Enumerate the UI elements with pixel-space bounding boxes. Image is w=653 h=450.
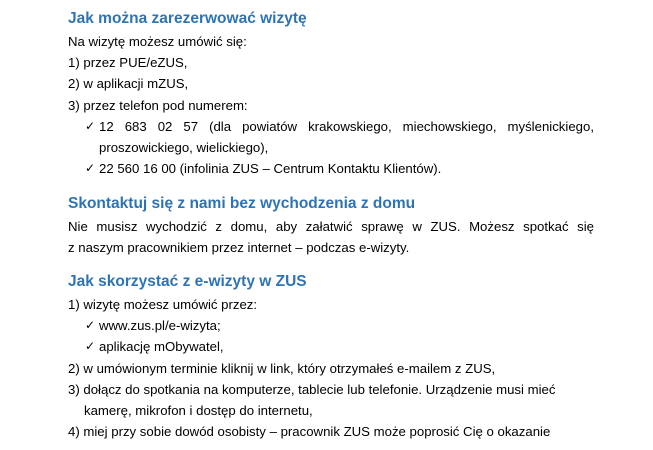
checkmark-icon: ✓ (85, 161, 96, 176)
section-e-visit (68, 271, 594, 442)
checkmark-icon: ✓ (85, 318, 96, 333)
paragraph-line: z naszym pracownikiem przez internet – podczas e-wizyty. (68, 240, 410, 256)
phone-item (68, 158, 594, 179)
list-item: 3) przez telefon pod numerem: (68, 97, 248, 113)
list-item: 3) dołącz do spotkania na komputerze, tablecie lub telefonie. Urządzenie musi mieć (68, 381, 556, 397)
section-remote-contact (68, 193, 594, 258)
list-item: 1) wizytę możesz umówić przez: (68, 297, 258, 312)
list-item: 2) w umówionym terminie kliknij w link, który otrzymałeś e-mailem z ZUS, (68, 360, 496, 376)
list-item: 1) przez PUE/eZUS, (68, 55, 188, 71)
phone-item (68, 116, 594, 137)
paragraph-line: Nie musisz wychodzić z domu, aby załatwić sprawę w ZUS. Możesz spotkać się (68, 219, 594, 234)
sub-item-text: aplikację mObywatel, (99, 339, 224, 355)
checkmark-icon: ✓ (85, 118, 96, 133)
list-item: 2) w aplikacji mZUS, (68, 76, 189, 92)
section-reservation (68, 8, 594, 179)
phone-text: 22 560 16 00 (infolinia ZUS – Centrum Kontaktu Klientów). (99, 161, 442, 177)
sub-item (68, 336, 594, 357)
sub-item (68, 315, 594, 336)
intro-text: Na wizytę możesz umówić się: (68, 34, 247, 49)
checkmark-icon: ✓ (85, 339, 96, 354)
sub-item-text: www.zus.pl/e-wizyta; (99, 318, 221, 334)
list-item-continued: kamerę, mikrofon i dostęp do internetu, (84, 402, 313, 418)
phone-text: 12 683 02 57 (dla powiatów krakowskiego, miechowskiego, myślenickiego, (99, 118, 594, 134)
list-item: 4) miej przy sobie dowód osobisty – pracownik ZUS może poprosić Cię o okazanie (68, 424, 551, 440)
phone-text-continued: proszowickiego, wielickiego), (99, 139, 269, 155)
section-title: Jak można zarezerwować wizytę (68, 10, 307, 27)
section-title: Jak skorzystać z e-wizyty w ZUS (68, 273, 307, 290)
section-title: Skontaktuj się z nami bez wychodzenia z domu (68, 195, 416, 212)
